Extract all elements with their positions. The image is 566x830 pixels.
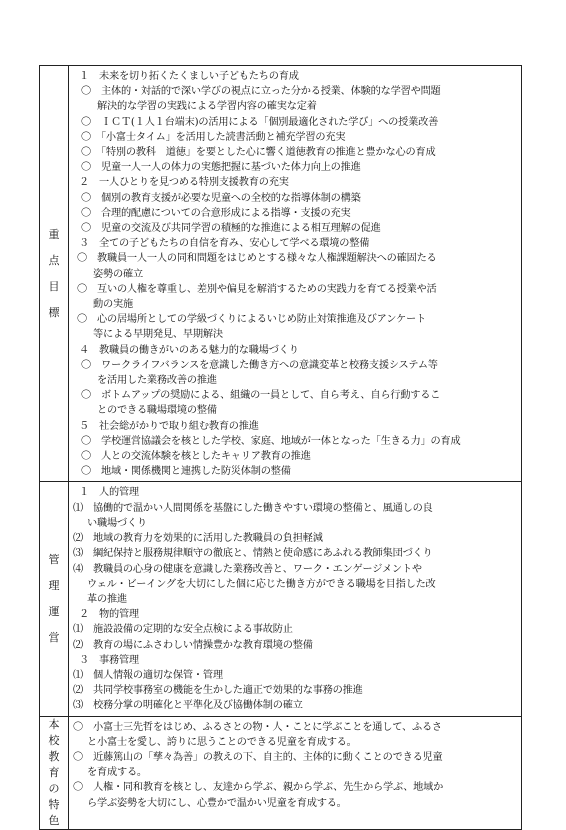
list-item-line: 革の推進 — [87, 593, 127, 605]
header-char: 特 — [48, 797, 60, 811]
header-char: 校 — [48, 733, 60, 747]
management-content — [69, 482, 522, 716]
list-item-line: 〇 互いの人権を尊重し、差別や偏見を解消するための実践力を育てる授業や活 — [77, 283, 437, 295]
header-char: 重 — [48, 227, 60, 241]
list-item-line: ⑴ 協働的で温かい人間関係を基盤にした働きやすい環境の整備と、風通しの良 — [73, 502, 433, 514]
list-item-line: 〇 教職員一人一人の同和問題をはじめとする様々な人権課題解決への確固たる — [77, 253, 437, 265]
list-item-line: ⑷ 教職員の心身の健康を意識した業務改善と、ワーク・エンゲージメントや — [73, 563, 422, 575]
list-item-line: 動の実施 — [93, 299, 133, 311]
list-item-line: 〇 地域・関係機関と連携した防災体制の整備 — [81, 466, 291, 478]
section-heading: ２ 物的管理 — [79, 609, 139, 621]
section-heading: ５ 社会総がかりで取り組む教育の推進 — [79, 420, 259, 432]
management-header — [40, 482, 69, 716]
goals-row — [40, 66, 522, 482]
features-content — [69, 716, 522, 829]
list-item-line: を育成する。 — [87, 767, 147, 779]
features-header — [40, 716, 69, 829]
list-item-line: 〇 心の居場所としての学級づくりによるいじめ防止対策推進及びアンケート — [77, 314, 426, 326]
list-item-line: 〇 「特別の教科 道徳」を要とした心に響く道徳教育の推進と豊かな心の育成 — [81, 147, 436, 159]
list-item-line: い職場づくり — [87, 517, 147, 529]
list-item-line: ら学ぶ姿勢を大切にし、心豊かで温かい児童を育成する。 — [87, 797, 347, 809]
list-item-line: 〇 個別の教育支援が必要な児童への全校的な指導体制の構築 — [81, 192, 361, 204]
header-char: 教 — [48, 749, 60, 763]
list-item-line: 〇 児童の交流及び共同学習の積極的な推進による相互理解の促進 — [81, 223, 381, 235]
section-heading: ３ 事務管理 — [79, 654, 139, 666]
list-item-line: ⑶ 綱紀保持と服務規律順守の徹底と、情熱と使命感にあふれる教師集団づくり — [73, 548, 433, 560]
header-char: 理 — [48, 579, 60, 592]
list-item-line: 〇 人との交流体験を核としたキャリア教育の推進 — [81, 451, 311, 463]
list-item-line: 〇 主体的・対話的で深い学びの視点に立った分かる授業、体験的な学習や問題 — [81, 86, 441, 98]
section-heading: ３ 全ての子どもたちの自信を育み、安心して学べる環境の整備 — [79, 238, 370, 250]
list-item-line: ⑵ 地域の教育力を効果的に活用した教職員の負担軽減 — [73, 533, 323, 545]
list-item-line: 〇 ワークライフバランスを意識した働き方への意識変革と校務支援システム等 — [81, 359, 438, 371]
list-item-line: ⑵ 教育の場にふさわしい情操豊かな教育環境の整備 — [73, 639, 313, 651]
list-item-line: 〇 ＩＣＴ(１人１台端末)の活用による「個別最適化された学び」への授業改善 — [81, 116, 439, 128]
goals-header — [40, 66, 69, 482]
list-item-line: 〇 学校運営協議会を核とした学校、家庭、地域が一体となった「生きる力」の育成 — [81, 435, 461, 447]
header-char: 色 — [48, 813, 60, 827]
list-item-line: 〇 近藤篤山の「孳々為善」の教えの下、自主的、主体的に動くことのできる児童 — [73, 751, 443, 763]
section-heading: ２ 一人ひとりを見つめる特別支援教育の充実 — [79, 177, 289, 189]
list-item-line: 〇 児童一人一人の体力の実態把握に基づいた体力向上の推進 — [81, 162, 361, 174]
list-item-line: とのできる職場環境の整備 — [97, 405, 217, 417]
list-item-line: 〇 「小富士タイム」を活用した読書活動と補充学習の充実 — [81, 131, 346, 143]
header-char: 運 — [48, 605, 60, 618]
list-item-line: を活用した業務改善の推進 — [97, 375, 217, 387]
school-plan-table — [39, 65, 522, 830]
header-char: 育 — [48, 765, 60, 779]
header-char: 営 — [48, 631, 60, 644]
section-heading: １ 人的管理 — [79, 487, 139, 499]
section-heading: １ 未来を切り拓くたくましい子どもたちの育成 — [79, 71, 299, 82]
list-item-line: 解決的な学習の実践による学習内容の確実な定着 — [97, 101, 317, 113]
list-item-line: 〇 人権・同和教育を核とし、友達から学ぶ、親から学ぶ、先生から学ぶ、地域か — [73, 782, 444, 794]
management-row — [40, 482, 522, 716]
list-item-line: 〇 合理的配慮についての合意形成による指導・支援の充実 — [81, 207, 351, 219]
goals-header-label — [40, 222, 68, 326]
features-row — [40, 716, 522, 829]
header-char: 目 — [48, 279, 60, 293]
list-item-line: ⑶ 校務分掌の明確化と平準化及び協働体制の確立 — [73, 700, 303, 712]
header-char: 本 — [48, 717, 60, 731]
section-heading: ４ 教職員の働きがいのある魅力的な職場づくり — [79, 344, 299, 356]
header-char: 標 — [48, 305, 60, 319]
list-item-line: 〇 ボトムアップの奨励による、組織の一員として、自ら考え、自ら行動するこ — [81, 390, 441, 402]
header-char: 点 — [48, 253, 60, 267]
management-header-label — [40, 547, 68, 651]
list-item-line: 姿勢の確立 — [93, 268, 143, 280]
list-item-line: ウェル・ビーイングを大切にした個に応じた働き方ができる職場を目指した改 — [87, 578, 436, 590]
list-item-line: ⑴ 個人情報の適切な保管・管理 — [73, 669, 223, 681]
list-item-line: 〇 小富士三先哲をはじめ、ふるさとの物・人・ことに学ぶことを通して、ふるさ — [73, 721, 442, 733]
features-header-label — [40, 717, 68, 829]
header-char: の — [48, 781, 60, 795]
goals-content — [69, 66, 522, 482]
header-char: 管 — [48, 553, 60, 566]
list-item-line: ⑴ 施設設備の定期的な安全点検による事故防止 — [73, 624, 293, 636]
list-item-line: と小富士を愛し、誇りに思うことのできる児童を育成する。 — [87, 736, 357, 748]
list-item-line: ⑵ 共同学校事務室の機能を生かした適正で効果的な事務の推進 — [73, 685, 363, 697]
list-item-line: 等による早期発見、早期解決 — [93, 329, 223, 341]
